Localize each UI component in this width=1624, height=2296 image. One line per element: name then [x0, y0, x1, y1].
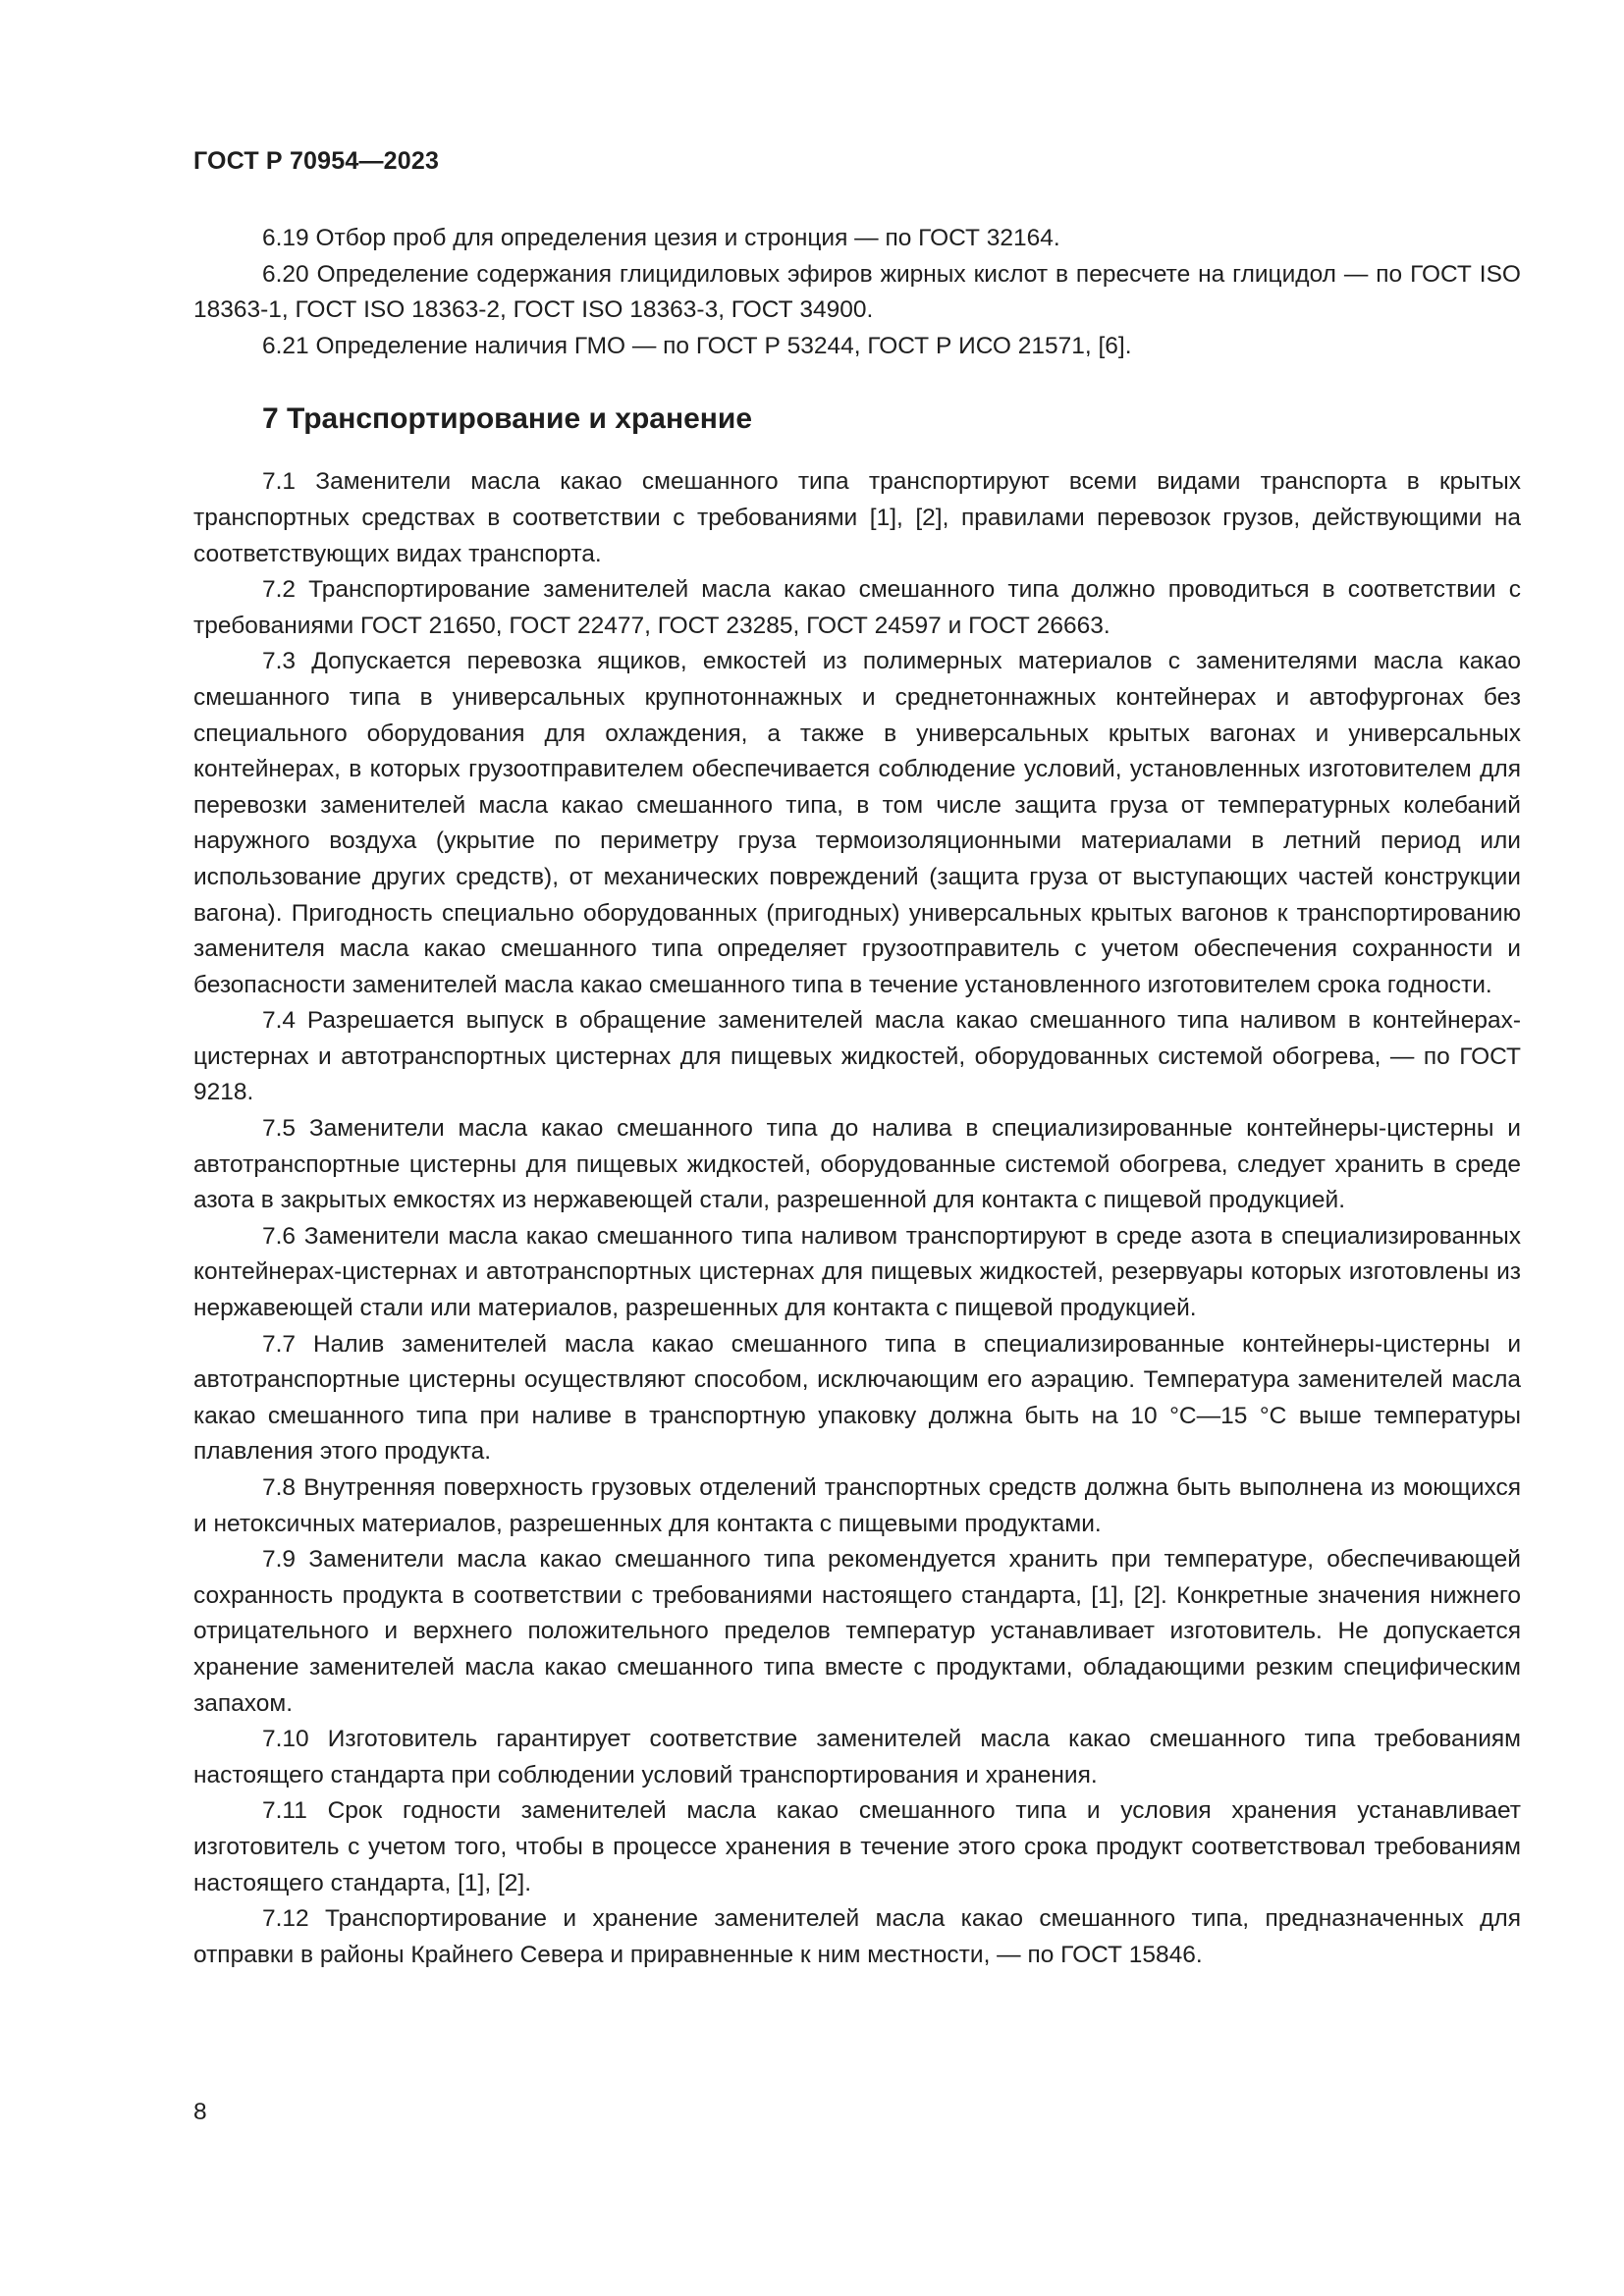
document-body — [193, 221, 1521, 1973]
section-heading: 7 Транспортирование и хранение — [262, 402, 753, 436]
paragraph-6-19: 6.19 Отбор проб для определения цезия и стронция — по ГОСТ 32164. — [262, 225, 1060, 251]
paragraph-7-11: 7.11 Срок годности заменителей масла какао смешанного типа и условия хранения устанавливает изготовитель с учетом того, чтобы в процессе хранения в течение этого срока продукт соответствовал требованиям настоящего стандарта, [1], [2]. — [193, 1797, 1521, 1896]
paragraph-7-6: 7.6 Заменители масла какао смешанного типа наливом транспортируют в среде азота в специализированных контейнерах-цистернах и автотранспортных цистернах для пищевых жидкостей, резервуары которых изготовлены из нержавеющей стали или материалов, разрешенных для контакта с пищевой продукцией. — [193, 1222, 1521, 1322]
paragraph-7-8: 7.8 Внутренняя поверхность грузовых отделений транспортных средств должна быть выполнена из моющихся и нетоксичных материалов, разрешенных для контакта с пищевыми продуктами. — [193, 1474, 1521, 1537]
paragraph-7-9: 7.9 Заменители масла какао смешанного типа рекомендуется хранить при температуре, обеспечивающей сохранность продукта в соответствии с требованиями настоящего стандарта, [1], [2]. Конкретные значения нижнего отрицательного и верхнего положительного пределов температур устанавливает изготовитель. Не допускается хранение заменителей масла какао смешанного типа вместе с продуктами, обладающими резким специфическим запахом. — [193, 1546, 1521, 1717]
paragraph-6-21: 6.21 Определение наличия ГМО — по ГОСТ Р 53244, ГОСТ Р ИСО 21571, [6]. — [262, 332, 1132, 359]
paragraph-6-20: 6.20 Определение содержания глицидиловых эфиров жирных кислот в пересчете на глицидол — по ГОСТ ISO 18363-1, ГОСТ ISO 18363-2, ГОСТ ISO 18363-3, ГОСТ 34900. — [193, 260, 1521, 324]
paragraph-7-4: 7.4 Разрешается выпуск в обращение заменителей масла какао смешанного типа наливом в контейнерах-цистернах и автотранспортных цистернах для пищевых жидкостей, оборудованных системой обогрева, — по ГОСТ 9218. — [193, 1007, 1521, 1106]
paragraph-7-5: 7.5 Заменители масла какао смешанного типа до налива в специализированные контейнеры-цистерны и автотранспортные цистерны для пищевых жидкостей, оборудованные системой обогрева, следует хранить в среде азота в закрытых емкостях из нержавеющей стали, разрешенной для контакта с пищевой продукцией. — [193, 1115, 1521, 1214]
paragraph-7-10: 7.10 Изготовитель гарантирует соответствие заменителей масла какао смешанного типа требованиям настоящего стандарта при соблюдении условий транспортирования и хранения. — [193, 1726, 1521, 1789]
paragraph-7-2: 7.2 Транспортирование заменителей масла какао смешанного типа должно проводиться в соответствии с требованиями ГОСТ 21650, ГОСТ 22477, ГОСТ 23285, ГОСТ 24597 и ГОСТ 26663. — [193, 576, 1521, 639]
document-header: ГОСТ Р 70954—2023 — [193, 147, 440, 175]
paragraph-7-12: 7.12 Транспортирование и хранение заменителей масла какао смешанного типа, предназначенных для отправки в районы Крайнего Севера и приравненные к ним местности, — по ГОСТ 15846. — [193, 1905, 1521, 1968]
page-number: 8 — [193, 2099, 207, 2125]
paragraph-7-1: 7.1 Заменители масла какао смешанного типа транспортируют всеми видами транспорта в крытых транспортных средствах в соответствии с требованиями [1], [2], правилами перевозок грузов, действующими на соответствующих видах транспорта. — [193, 468, 1521, 567]
paragraph-7-7: 7.7 Налив заменителей масла какао смешанного типа в специализированные контейнеры-цистерны и автотранспортные цистерны осуществляют способом, исключающим его аэрацию. Температура заменителей масла какао смешанного типа при наливе в транспортную упаковку должна быть на 10 °С—15 °С выше температуры плавления этого продукта. — [193, 1330, 1521, 1466]
paragraph-7-3: 7.3 Допускается перевозка ящиков, емкостей из полимерных материалов с заменителями масла какао смешанного типа в универсальных крупнотоннажных и среднетоннажных контейнерах и автофургонах без специального оборудования для охлаждения, а также в универсальных крытых вагонах и универсальных контейнерах, в которых грузоотправителем обеспечивается соблюдение условий, установленных изготовителем для перевозки заменителей масла какао смешанного типа, в том числе защита груза от температурных колебаний наружного воздуха (укрытие по периметру груза термоизоляционными материалами в летний период или использование других средств), от механических повреждений (защита груза от выступающих частей конструкции вагона). Пригодность специально оборудованных (пригодных) универсальных крытых вагонов к транспортированию заменителя масла какао смешанного типа определяет грузоотправитель с учетом обеспечения сохранности и безопасности заменителей масла какао смешанного типа в течение установленного изготовителем срока годности. — [193, 648, 1521, 998]
